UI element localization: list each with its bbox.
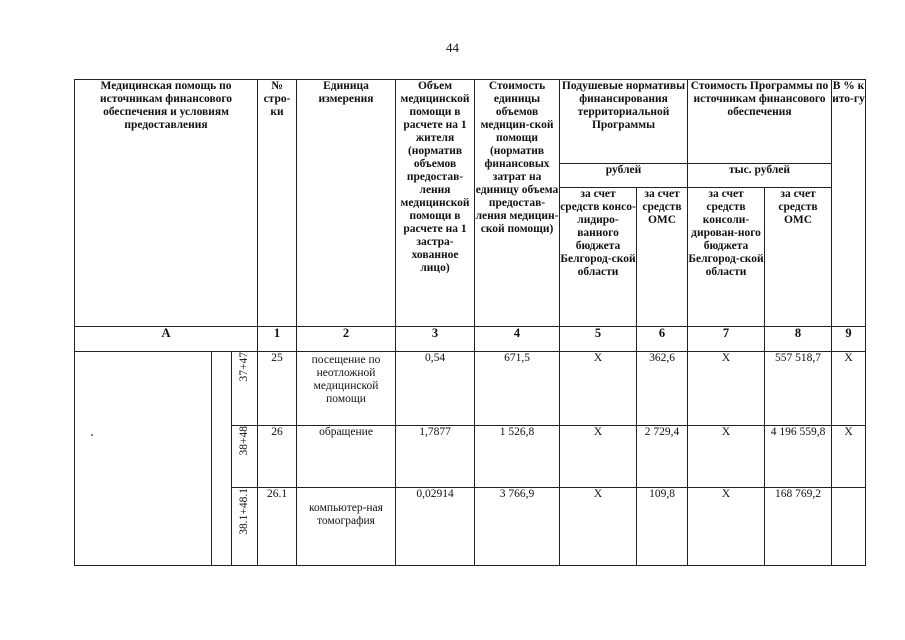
row-unit-cost: 3 766,9	[475, 488, 560, 566]
header-unit-thousand-rub: тыс. рублей	[688, 164, 832, 188]
row-number: 26	[258, 426, 297, 488]
row-unit: обращение	[297, 426, 396, 488]
header-percent: В % к ито-гу	[832, 80, 866, 327]
column-number-a: А	[75, 327, 258, 352]
row-volume: 1,7877	[396, 426, 475, 488]
row-unit: компьютер-ная томография	[297, 488, 396, 566]
column-number-7: 7	[688, 327, 765, 352]
column-number-5: 5	[560, 327, 637, 352]
row-budget-thousand: Х	[688, 488, 765, 566]
row-oms-thousand: 557 518,7	[765, 352, 832, 426]
row-oms-thousand: 168 769,2	[765, 488, 832, 566]
row-reference: 38.1+48.1	[232, 488, 258, 566]
header-budget-rub: за счет средств консо-лидиро-ванного бюджета Белгород-ской области	[560, 188, 637, 327]
header-medical-care: Медицинская помощь по источникам финансового обеспечения и условиям предоставления	[75, 80, 258, 327]
row-percent: Х	[832, 352, 866, 426]
row-budget-rub: Х	[560, 426, 637, 488]
row-volume: 0,02914	[396, 488, 475, 566]
header-unit-cost: Стоимость единицы объемов медицин-ской помощи (норматив финансовых затрат на единицу объема предостав-ления медицин-ской помощи)	[475, 80, 560, 327]
column-number-1: 1	[258, 327, 297, 352]
page-number: 44	[446, 40, 459, 55]
table-row	[75, 352, 866, 426]
header-oms-thousand: за счет средств ОМС	[765, 188, 832, 327]
row-unit: посещение по неотложной медицинской помощи	[297, 352, 396, 426]
scan-speck	[91, 434, 93, 436]
header-unit: Единица измерения	[297, 80, 396, 327]
row-oms-thousand: 4 196 559,8	[765, 426, 832, 488]
header-volume: Объем медицинской помощи в расчете на 1 жителя (норматив объемов предостав-ления медицинской помощи в расчете на 1 застра-хованное лицо)	[396, 80, 475, 327]
blank-cell	[212, 352, 232, 566]
row-number: 25	[258, 352, 297, 426]
row-number: 26.1	[258, 488, 297, 566]
header-unit-rub: рублей	[560, 164, 688, 188]
column-number-6: 6	[637, 327, 688, 352]
row-oms-rub: 2 729,4	[637, 426, 688, 488]
header-oms-rub: за счет средств ОМС	[637, 188, 688, 327]
column-number-8: 8	[765, 327, 832, 352]
header-row-number: № стро-ки	[258, 80, 297, 327]
column-number-3: 3	[396, 327, 475, 352]
column-number-row	[75, 327, 866, 352]
header-budget-thousand: за счет средств консоли-дирован-ного бюджета Белгород-ской области	[688, 188, 765, 327]
row-percent: Х	[832, 426, 866, 488]
row-unit-cost: 671,5	[475, 352, 560, 426]
column-number-2: 2	[297, 327, 396, 352]
column-number-9: 9	[832, 327, 866, 352]
row-budget-thousand: Х	[688, 352, 765, 426]
financing-table	[74, 79, 866, 566]
header-row-main	[75, 80, 866, 164]
header-per-capita: Подушевые нормативы финансирования территориальной Программы	[560, 80, 688, 164]
row-unit-cost: 1 526,8	[475, 426, 560, 488]
row-budget-thousand: Х	[688, 426, 765, 488]
row-oms-rub: 362,6	[637, 352, 688, 426]
row-reference: 37+47	[232, 352, 258, 426]
row-percent	[832, 488, 866, 566]
header-program-cost: Стоимость Программы по источникам финансового обеспечения	[688, 80, 832, 164]
row-budget-rub: Х	[560, 488, 637, 566]
row-oms-rub: 109,8	[637, 488, 688, 566]
row-budget-rub: Х	[560, 352, 637, 426]
column-number-4: 4	[475, 327, 560, 352]
row-reference: 38+48	[232, 426, 258, 488]
medical-care-cell	[75, 352, 212, 566]
row-volume: 0,54	[396, 352, 475, 426]
